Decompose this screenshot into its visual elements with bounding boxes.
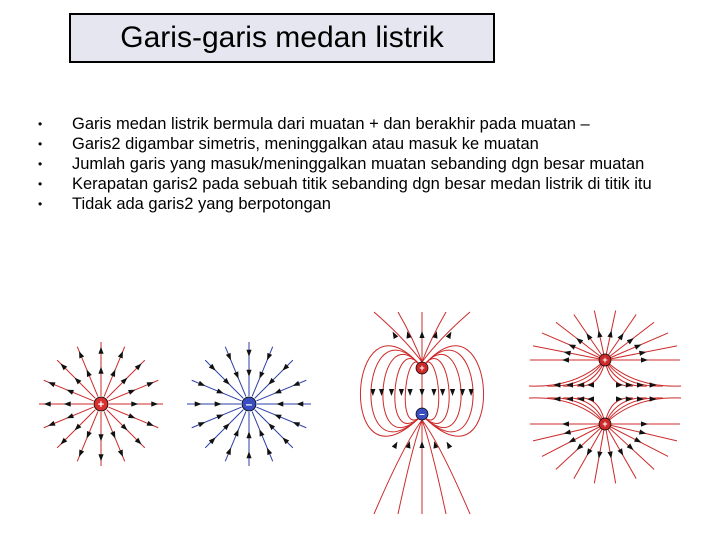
bullet-dot: • bbox=[38, 137, 43, 151]
field-arrow bbox=[48, 421, 55, 426]
field-arrow bbox=[419, 331, 424, 338]
field-arrow bbox=[637, 382, 644, 387]
field-arrow bbox=[577, 382, 584, 387]
bullet-list bbox=[38, 114, 678, 214]
field-arrow bbox=[226, 353, 231, 360]
field-line bbox=[563, 360, 605, 386]
two-positive-charges-field-diagram bbox=[528, 308, 683, 488]
field-line bbox=[422, 420, 446, 514]
charge-label: + bbox=[602, 419, 608, 429]
field-arrow bbox=[246, 431, 251, 438]
field-arrow bbox=[566, 396, 573, 401]
field-arrow bbox=[587, 396, 594, 401]
field-arrow bbox=[128, 390, 135, 395]
field-arrow bbox=[562, 357, 569, 362]
field-arrow bbox=[67, 390, 74, 395]
field-arrow bbox=[151, 401, 158, 406]
field-arrow bbox=[641, 421, 648, 426]
field-arrow bbox=[44, 401, 51, 406]
bullet-item bbox=[38, 194, 678, 214]
slide-title: Garis-garis medan listrik bbox=[120, 21, 444, 54]
field-arrow bbox=[259, 371, 264, 378]
bullet-text: Kerapatan garis2 pada sebuah titik sebanding dgn besar medan listrik di titik itu bbox=[72, 175, 652, 193]
field-line bbox=[422, 312, 470, 362]
field-line bbox=[605, 398, 647, 424]
field-arrow bbox=[568, 345, 575, 350]
field-arrow bbox=[267, 353, 272, 360]
field-arrow bbox=[118, 449, 123, 456]
field-arrow bbox=[431, 389, 436, 396]
field-arrow bbox=[634, 345, 641, 350]
field-arrow bbox=[146, 382, 153, 387]
field-arrow bbox=[553, 382, 560, 387]
field-line bbox=[605, 360, 663, 386]
field-arrow bbox=[576, 338, 583, 344]
field-arrow bbox=[146, 421, 153, 426]
field-arrow bbox=[131, 401, 138, 406]
field-arrow bbox=[293, 381, 300, 386]
field-arrow bbox=[389, 389, 394, 396]
field-arrow bbox=[626, 382, 633, 387]
field-arrow bbox=[393, 332, 399, 339]
field-arrow bbox=[626, 396, 633, 401]
field-arrow bbox=[274, 388, 281, 393]
bullet-item bbox=[38, 174, 678, 194]
field-arrow bbox=[226, 448, 231, 455]
field-arrow bbox=[67, 413, 74, 418]
field-arrow bbox=[128, 413, 135, 418]
field-arrow bbox=[597, 330, 602, 337]
bullet-item bbox=[38, 154, 678, 174]
field-arrow bbox=[562, 421, 569, 426]
field-arrow bbox=[586, 333, 592, 340]
field-arrow bbox=[564, 351, 571, 356]
field-arrow bbox=[650, 382, 657, 387]
field-arrow bbox=[616, 382, 623, 387]
field-arrow bbox=[246, 350, 251, 357]
charge-label: + bbox=[602, 355, 608, 365]
field-arrow bbox=[566, 382, 573, 387]
field-line bbox=[374, 420, 422, 514]
field-arrow bbox=[650, 396, 657, 401]
field-arrow bbox=[246, 451, 251, 458]
field-arrow bbox=[446, 332, 452, 339]
field-arrow bbox=[110, 370, 115, 377]
field-arrow bbox=[98, 454, 103, 461]
dipole-field-diagram bbox=[342, 308, 502, 518]
field-arrow bbox=[419, 441, 424, 448]
bullet-dot: • bbox=[38, 197, 43, 211]
bullet-item bbox=[38, 114, 678, 134]
field-arrow bbox=[98, 434, 103, 441]
charge-label: + bbox=[419, 363, 425, 373]
field-arrow bbox=[447, 442, 453, 449]
field-arrow bbox=[296, 401, 303, 406]
field-line bbox=[605, 398, 663, 424]
field-arrow bbox=[587, 382, 594, 387]
field-arrow bbox=[450, 389, 455, 396]
field-arrow bbox=[618, 333, 624, 340]
field-arrow bbox=[392, 442, 398, 449]
field-arrow bbox=[553, 396, 560, 401]
field-arrow bbox=[246, 370, 251, 377]
positive-charge-field-diagram bbox=[32, 340, 170, 470]
field-arrow bbox=[637, 396, 644, 401]
bullet-text: Garis2 digambar simetris, meninggalkan atau masuk ke muatan bbox=[72, 135, 539, 153]
field-arrow bbox=[639, 351, 646, 356]
bullet-dot: • bbox=[38, 177, 43, 191]
field-arrow bbox=[79, 351, 84, 358]
field-arrow bbox=[440, 389, 445, 396]
field-arrow bbox=[98, 367, 103, 374]
bullet-item bbox=[38, 134, 678, 154]
field-arrow bbox=[587, 448, 593, 455]
field-arrow bbox=[597, 451, 602, 458]
field-arrow bbox=[195, 401, 202, 406]
field-arrow bbox=[110, 431, 115, 438]
field-arrow bbox=[216, 414, 223, 419]
field-arrow bbox=[577, 396, 584, 401]
bullet-dot: • bbox=[38, 157, 43, 171]
field-arrow bbox=[118, 351, 123, 358]
charge-label: + bbox=[97, 399, 105, 411]
field-arrow bbox=[607, 330, 612, 337]
field-line bbox=[563, 398, 605, 424]
field-arrow bbox=[607, 451, 612, 458]
slide-title-box bbox=[69, 13, 495, 63]
negative-charge-field-diagram bbox=[180, 340, 318, 470]
field-line bbox=[398, 420, 422, 514]
field-arrow bbox=[634, 437, 641, 443]
field-arrow bbox=[48, 382, 55, 387]
field-arrow bbox=[618, 448, 624, 455]
bullet-text: Jumlah garis yang masuk/meninggalkan muatan sebanding dgn besar muatan bbox=[72, 155, 645, 173]
field-line bbox=[547, 398, 605, 424]
field-arrow bbox=[198, 422, 205, 427]
field-arrow bbox=[87, 431, 92, 438]
bullet-dot: • bbox=[38, 117, 43, 131]
bullet-text: Garis medan listrik bermula dari muatan + dan berakhir pada muatan – bbox=[72, 115, 590, 133]
field-line bbox=[422, 420, 470, 514]
field-line bbox=[374, 312, 422, 362]
field-arrow bbox=[616, 396, 623, 401]
charge-label: – bbox=[245, 397, 253, 411]
field-arrow bbox=[627, 338, 634, 344]
field-arrow bbox=[274, 414, 281, 419]
field-arrow bbox=[233, 371, 238, 378]
field-arrow bbox=[276, 401, 283, 406]
field-arrow bbox=[64, 401, 71, 406]
bullet-text: Tidak ada garis2 yang berpotongan bbox=[72, 195, 331, 213]
field-arrow bbox=[419, 389, 424, 396]
field-arrow bbox=[233, 429, 238, 436]
field-line bbox=[605, 360, 647, 386]
field-arrow bbox=[215, 401, 222, 406]
field-arrow bbox=[216, 388, 223, 393]
field-arrow bbox=[87, 370, 92, 377]
field-line bbox=[547, 360, 605, 386]
field-arrow bbox=[267, 448, 272, 455]
field-arrow bbox=[198, 381, 205, 386]
charge-label: – bbox=[419, 409, 425, 420]
field-lines bbox=[529, 311, 681, 484]
field-arrow bbox=[293, 422, 300, 427]
field-arrow bbox=[259, 429, 264, 436]
field-arrow bbox=[399, 389, 404, 396]
field-arrow bbox=[79, 449, 84, 456]
field-arrow bbox=[641, 357, 648, 362]
field-arrow bbox=[407, 389, 412, 396]
field-arrow bbox=[569, 437, 576, 443]
field-arrow bbox=[98, 347, 103, 354]
